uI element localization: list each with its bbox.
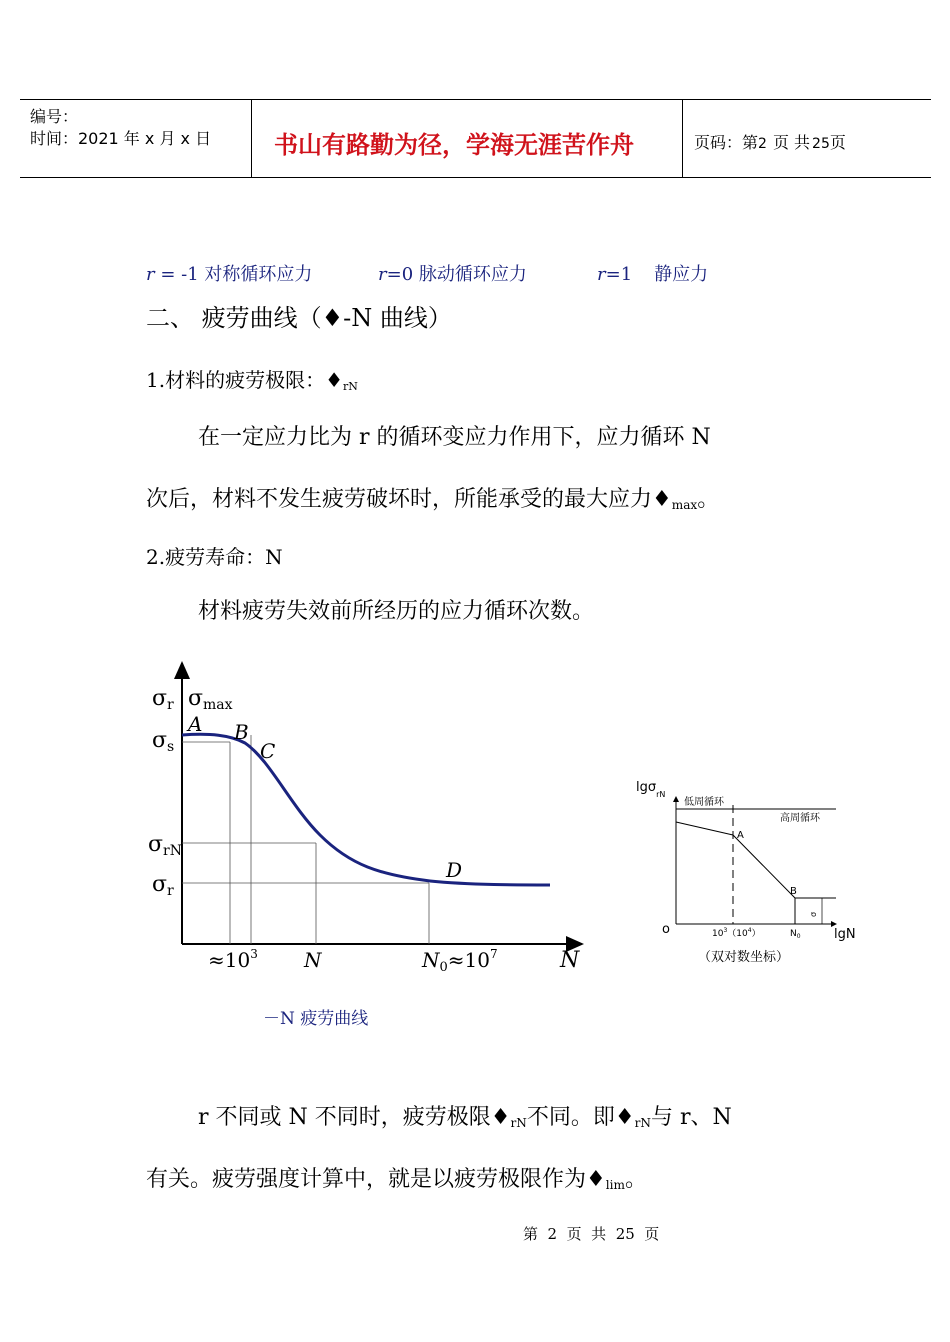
item1-para-line2-end: 。 [697, 487, 720, 512]
guide-lines [182, 735, 429, 944]
log-x-axis-label: lgN [834, 927, 856, 942]
section-title: 二、 疲劳曲线（♦-N 曲线） [146, 304, 452, 332]
log-fatigue-figure [630, 775, 870, 975]
item1-title-sub: rN [343, 379, 358, 393]
r3-label: 静应力 [654, 264, 709, 285]
r3-symbol: r [597, 264, 606, 285]
r1-symbol: r [146, 264, 155, 285]
item1-title [146, 364, 358, 393]
log-x-tick-10-3: $10^3(10^4)$ [712, 927, 761, 939]
log-y-label: lgσ$_{rN}$ [636, 780, 666, 799]
header-motto: 书山有路勤为径，学海无涯苦作舟 [274, 131, 634, 159]
point-C-label: C [260, 739, 276, 763]
header-top-rule [20, 99, 931, 100]
log-curve-slope [733, 835, 795, 898]
point-A-label: A [188, 712, 203, 736]
label-sigma-s: σs [152, 728, 175, 755]
x-tick-10-3: $\approx 10^3$ [208, 947, 258, 972]
low-cycle-label: 低周循环 [684, 797, 724, 808]
para3-line1-c: 与 r、N [650, 1105, 732, 1130]
para3-line2-end: 。 [624, 1167, 647, 1192]
stress-ratio-2 [378, 260, 527, 286]
header-bottom-rule [20, 177, 931, 178]
x-axis-label: N [560, 948, 580, 973]
item1-para-line2 [146, 482, 719, 513]
y-label-sigma-r: σr [152, 686, 174, 713]
header-divider-left [251, 99, 252, 177]
header-number-label: 编号： [30, 107, 79, 126]
r2-text: =0 脉动循环应力 [386, 264, 527, 285]
item1-para-line2-sub: max [671, 498, 698, 513]
stress-ratio-line [146, 260, 312, 286]
item1-para-line1: 在一定应力比为 r 的循环变应力作用下，应力循环 N [198, 425, 711, 450]
high-cycle-label: 高周循环 [780, 813, 820, 824]
header-page-mid: 页 共 [772, 133, 811, 152]
item2-title: 2.疲劳寿命：N [146, 545, 283, 569]
stress-ratio-3 [597, 260, 708, 286]
para3-line2-sub: lim [605, 1178, 625, 1193]
item1-title-text: 1.材料的疲劳极限：♦ [146, 368, 344, 392]
header-page-num: 2 [758, 136, 767, 152]
page-footer: 第 2 页 共 25 页 [523, 1225, 660, 1243]
point-D-label: D [446, 858, 463, 882]
log-point-B: B [790, 886, 797, 897]
r2-symbol: r [378, 264, 387, 285]
header-page-label: 页码：第 [694, 133, 759, 152]
header-time-label: 时间：2021 年 x 月 x 日 [30, 129, 212, 148]
header-page-info [694, 130, 846, 153]
para3-line1-sub1: rN [510, 1116, 527, 1131]
header-divider-right [682, 99, 683, 177]
x-tick-N0: $N_0\approx 10^7$ [422, 947, 498, 975]
log-figure-caption: （双对数坐标） [698, 950, 790, 965]
fatigue-curve-figure [140, 655, 600, 985]
para3-line1 [198, 1100, 732, 1131]
log-point-A: A [737, 830, 744, 841]
left-figure-caption: －N 疲劳曲线 [263, 1009, 369, 1029]
x-tick-N: N [304, 948, 322, 972]
item2-para: 材料疲劳失效前所经历的应力循环次数。 [198, 599, 595, 624]
para3-line2-a: 有关。疲劳强度计算中，就是以疲劳极限作为♦ [146, 1167, 606, 1192]
para3-line1-b: 不同。即♦ [526, 1105, 635, 1130]
log-curve [676, 822, 733, 835]
y-label-sigma-max: σmax [188, 686, 233, 713]
header-page-total: 25 [812, 136, 830, 152]
point-B-label: B [234, 720, 249, 744]
para3-line2 [146, 1162, 647, 1193]
r3-text: =1 [605, 264, 633, 285]
label-sigma-r: σr [152, 872, 174, 899]
log-sigma-marker: σ [809, 911, 818, 917]
fatigue-curve [182, 734, 550, 885]
log-x-tick-N0: $N_0$ [790, 929, 801, 940]
para3-line1-sub2: rN [634, 1116, 651, 1131]
r1-text: = -1 对称循环应力 [154, 264, 313, 285]
label-sigma-rN: σrN [148, 832, 182, 859]
item1-para-line2-text: 次后，材料不发生疲劳破坏时，所能承受的最大应力♦ [146, 487, 672, 512]
log-origin: o [662, 922, 670, 937]
para3-line1-a: r 不同或 N 不同时，疲劳极限♦ [198, 1105, 511, 1130]
header-page-end: 页 [829, 133, 846, 152]
